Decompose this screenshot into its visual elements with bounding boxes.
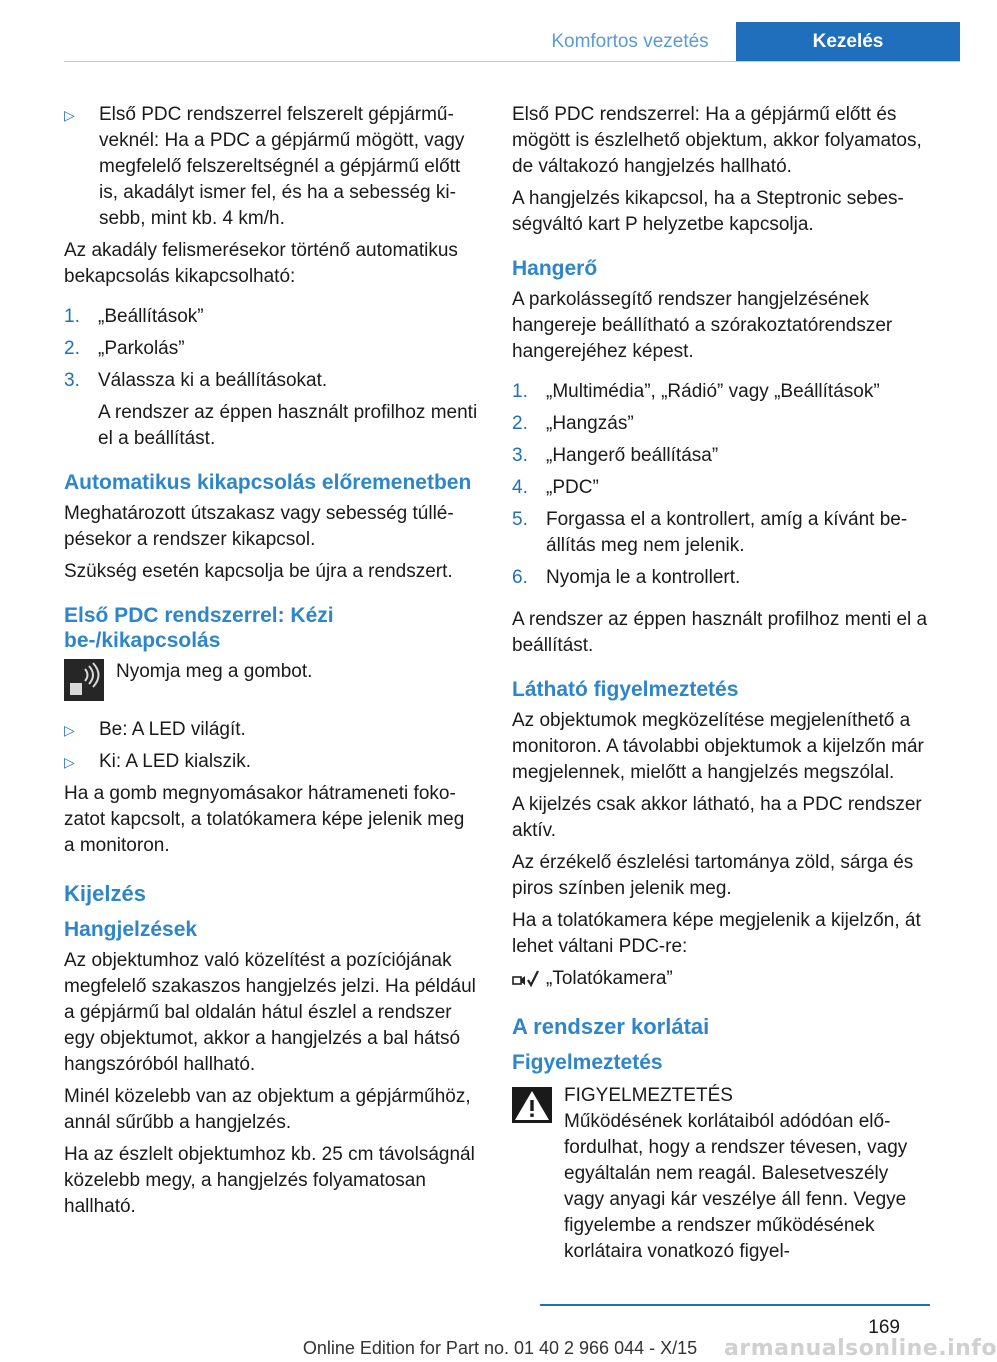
left-column: [64, 102, 480, 1226]
triangle-bullet-icon: ▷: [64, 722, 75, 738]
page-number: 169: [868, 1317, 900, 1338]
section-heading: Látható figyelmeztetés: [512, 678, 739, 701]
step-number: 6.: [512, 567, 528, 588]
bullet-text: Ki: A LED kialszik.: [99, 751, 252, 772]
button-instruction: [64, 659, 480, 703]
step-number: 1.: [64, 306, 80, 327]
paragraph: Ha a tolatókamera képe megjelenik a kijelzőn, át lehet váltani PDC-re:: [512, 910, 921, 957]
step-text: Forgassa el a kontrollert, amíg a kívánt beállítás meg nem jelenik.: [546, 509, 908, 556]
list-item: [64, 717, 480, 743]
bullet-list: [64, 717, 480, 775]
paragraph: Ha az észlelt objektumhoz kb. 25 cm távolságnál közelebb megy, a hangjelzés folyamatosan hallható.: [64, 1144, 475, 1217]
edition-footer: Online Edition for Part no. 01 40 2 966 044 - X/15: [302, 1338, 698, 1358]
list-item: [512, 443, 930, 469]
camera-label: „Tolatókamera”: [546, 968, 673, 989]
watermark: armanualsonline.info: [724, 1336, 997, 1361]
button-instruction-text: Nyomja meg a gombot.: [116, 661, 313, 682]
paragraph: Az érzékelő észlelési tartománya zöld, sárga és piros színben jelenik meg.: [512, 852, 914, 899]
section-tab[interactable]: Komfortos vezetés: [551, 31, 709, 52]
warning-header: [512, 1083, 930, 1265]
step-text: „Parkolás”: [98, 338, 185, 359]
step-number: 3.: [64, 370, 80, 391]
list-item: [64, 304, 480, 330]
paragraph: Első PDC rendszerrel: Ha a gépjármű előtt és mögött is észlelhető objektum, akkor folyamatos, de váltakozó hangjelzés hallható.: [512, 104, 922, 177]
page-header: [0, 0, 960, 62]
list-item: [512, 565, 930, 591]
list-item: [64, 102, 480, 232]
paragraph: Az akadály felismerésekor történő automatikus bekapcsolás kikapcsolható:: [64, 240, 458, 287]
step-text: „PDC”: [546, 477, 599, 498]
paragraph: Ha a gomb megnyomásakor hátrameneti fokozatot kapcsolt, a tolatókamera képe jelenik meg a monitoron.: [64, 783, 465, 856]
step-number: 1.: [512, 381, 528, 402]
paragraph: A rendszer az éppen használt profilhoz menti el a beállítást.: [512, 609, 928, 656]
rear-camera-icon: [512, 968, 540, 990]
paragraph: Az objektumhoz való közelítést a pozíciójának megfelelő szakaszos hangjelzés jelzi. Ha például a gépjármű bal oldalán hátul észlel a rendszer egy objektumot, akkor a hangjelzés a bal hátsó hangszóróból hallható.: [64, 950, 476, 1075]
step-text: „Multimédia”, „Rádió” vagy „Beállítások”: [546, 381, 880, 402]
paragraph: Meghatározott útszakasz vagy sebesség túllépésekor a rendszer kikapcsol.: [64, 503, 454, 550]
list-item: [512, 379, 930, 405]
list-item: [512, 411, 930, 437]
triangle-bullet-icon: ▷: [64, 107, 75, 123]
step-text: „Beállítások”: [98, 306, 204, 327]
warning-text: Működésének korlátaiból adódóan előfordulhat, hogy a rendszer tévesen, vagy egyáltalán nem reagál. Balesetveszély vagy anyagi kár veszélye áll fenn. Vegye figyelembe a rendszer működésének korlátaira vonatkozó figyel-: [564, 1111, 908, 1262]
paragraph: A parkolássegítő rendszer hangjelzésének hangereje beállítható a szórakoztatórendszer hangerejéhez képest.: [512, 289, 893, 362]
warning-triangle-icon: [512, 1087, 552, 1123]
list-item: [64, 368, 480, 394]
warning-box: [512, 1083, 930, 1265]
footer-divider: [540, 1304, 930, 1306]
warning-title: FIGYELMEZTETÉS: [564, 1085, 733, 1106]
camera-instruction: [512, 966, 930, 992]
step-text: Nyomja le a kontrollert.: [546, 567, 741, 588]
triangle-bullet-icon: ▷: [64, 754, 75, 770]
list-item: [64, 749, 480, 775]
step-text: „Hangerő beállítása”: [546, 445, 719, 466]
list-item: [512, 475, 930, 501]
step-number: 4.: [512, 477, 528, 498]
section-heading: A rendszer korlátai: [512, 1014, 710, 1039]
numbered-list: [64, 304, 480, 452]
section-heading: Automatikus kikapcsolás előremenetben: [64, 471, 472, 494]
paragraph: A hangjelzés kikapcsol, ha a Steptronic sebességváltó kart P helyzetbe kapcsolja.: [512, 188, 904, 235]
numbered-list: [512, 379, 930, 591]
chapter-tab[interactable]: Kezelés: [736, 22, 960, 62]
step-number: 5.: [512, 509, 528, 530]
paragraph: A kijelzés csak akkor látható, ha a PDC rendszer aktív.: [512, 794, 922, 841]
list-item: [64, 336, 480, 362]
section-heading: Hangerő: [512, 257, 598, 280]
paragraph: Az objektumok megközelítése megjeleníthető a monitoron. A távolabbi objektumok a kijelzőn már megjelennek, mielőtt a hangjelzés megszólal.: [512, 710, 924, 783]
pdc-button-icon: [64, 659, 104, 701]
paragraph: Szükség esetén kapcsolja be újra a rendszert.: [64, 561, 453, 582]
bullet-text: Első PDC rendszerrel felszerelt gépjárműveknél: Ha a PDC a gépjármű mögött, vagy megfelelő felszereltségnél a gépjármű előtt is, akadályt ismer fel, és ha a sebesség kisebb, mint kb. 4 km/h.: [99, 104, 465, 229]
paragraph: Minél közelebb van az objektum a gépjárműhöz, annál sűrűbb a hangjelzés.: [64, 1086, 471, 1133]
list-item: [512, 507, 930, 559]
bullet-text: Be: A LED világít.: [99, 719, 246, 740]
section-heading: Első PDC rendszerrel: Kézi be-/kikapcsolás: [64, 604, 334, 652]
section-heading: Kijelzés: [64, 881, 146, 906]
subsection-heading: Hangjelzések: [64, 918, 198, 941]
right-column: [512, 102, 930, 1265]
step-text: Válassza ki a beállításokat.: [98, 370, 328, 391]
step-number: 3.: [512, 445, 528, 466]
header-divider: [64, 61, 960, 62]
step-number: 2.: [512, 413, 528, 434]
subsection-heading: Figyelmeztetés: [512, 1051, 663, 1074]
step-text: „Hangzás”: [546, 413, 634, 434]
step-number: 2.: [64, 338, 80, 359]
step-note: A rendszer az éppen használt profilhoz menti el a beállítást.: [98, 402, 478, 449]
